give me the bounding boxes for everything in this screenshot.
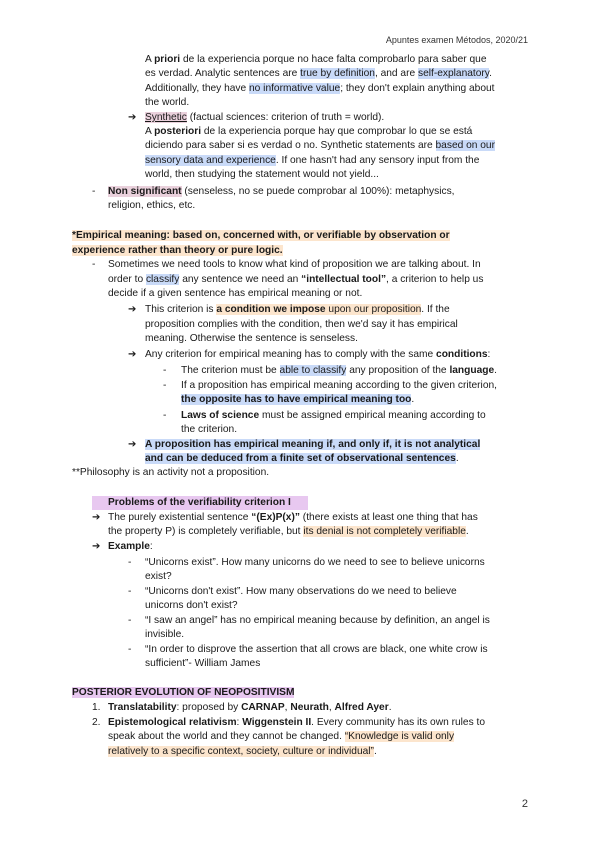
bullet-dash: - [128, 615, 132, 626]
a-priori-line-3: Additionally, they have no informative value; they don't explain anything about [145, 83, 495, 94]
example-4-line-2: sufficient”- William James [145, 658, 261, 669]
synthetic-line-4: sensory data and experience. If one hasn't had any sensory input from the [145, 155, 480, 166]
empirical-def-line-1: *Empirical meaning: based on, concerned with, or verifiable by observation or [72, 230, 450, 241]
example-2-line-1: “Unicorns don't exist”. How many observations do we need to believe [145, 586, 457, 597]
non-significant-line-2: religion, ethics, etc. [108, 200, 196, 211]
list-number: 1. [92, 702, 101, 713]
page-number: 2 [521, 798, 528, 810]
posterior-item-2-line-2: speak about the world and they cannot be changed. “Knowledge is valid only [108, 731, 455, 742]
synthetic-line-1: Synthetic (factual sciences: criterion of truth = world). [145, 112, 385, 123]
a-priori-line-1: A priori de la experiencia porque no hace falta comprobarlo para saber que [145, 54, 487, 65]
example-4-line-1: “In order to disprove the assertion that all crows are black, one white crow is [145, 644, 488, 655]
condition-2-line-1: If a proposition has empirical meaning according to the given criterion, [181, 380, 497, 391]
condition-1: The criterion must be able to classify any proposition of the language. [181, 365, 498, 376]
bullet-dash: - [128, 557, 132, 568]
example-3-line-1: “I saw an angel” has no empirical meaning because by definition, an angel is [145, 615, 490, 626]
posterior-item-1: Translatability: proposed by CARNAP, Neurath, Alfred Ayer. [108, 702, 392, 713]
example-2-line-2: unicorns don't exist? [145, 600, 238, 611]
criterion-is-line-2: proposition complies with the condition, then we'd say it has empirical [145, 319, 458, 330]
posterior-item-2-line-3: relatively to a specific context, society, culture or individual”. [108, 746, 377, 757]
bullet-dash: - [128, 644, 132, 655]
arrow-icon: ➔ [128, 112, 137, 123]
arrow-icon: ➔ [128, 349, 137, 360]
page-header: Apuntes examen Métodos, 2020/21 [385, 35, 528, 45]
bullet-dash: - [92, 259, 96, 270]
example-1-line-1: “Unicorns exist”. How many unicorns do we need to see to believe unicorns [145, 557, 485, 568]
example-3-line-2: invisible. [145, 629, 185, 640]
criterion-is-line-1: This criterion is a condition we impose upon our proposition. If the [145, 304, 450, 315]
problems-line-1: The purely existential sentence “(Ex)P(x)” (there exists at least one thing that has [108, 512, 478, 523]
list-number: 2. [92, 717, 101, 728]
synthetic-line-3: diciendo para saber si es verdad o no. Synthetic statements are based on our [145, 140, 495, 151]
arrow-icon: ➔ [128, 304, 137, 315]
synthetic-line-5: world, then studying the statement would not yield... [145, 169, 379, 180]
section-title: POSTERIOR EVOLUTION OF NEOPOSITIVISM [72, 687, 295, 698]
sometimes-line-2: order to classify any sentence we need an “intellectual tool”, a criterion to help us [108, 274, 484, 285]
bullet-dash: - [163, 410, 167, 421]
bullet-dash: - [92, 186, 96, 197]
sometimes-line-3: decide if a given sentence has empirical meaning or not. [108, 288, 363, 299]
a-priori-line-4: the world. [145, 97, 190, 108]
prop-has-line-2: and can be deduced from a finite set of observational sentences. [145, 453, 459, 464]
a-priori-line-2: es verdad. Analytic sentences are true by definition, and are self-explanatory. [145, 68, 492, 79]
example-1-line-2: exist? [145, 571, 172, 582]
posterior-item-2-line-1: Epistemological relativism: Wiggenstein II. Every community has its own rules to [108, 717, 485, 728]
sometimes-line-1: Sometimes we need tools to know what kind of proposition we are talking about. In [108, 259, 481, 270]
bullet-dash: - [163, 365, 167, 376]
empirical-def-line-2: experience rather than theory or pure logic. [72, 245, 283, 256]
criterion-is-line-3: meaning. Otherwise the sentence is senseless. [145, 333, 358, 344]
example-label: Example: [108, 541, 153, 552]
condition-2-line-2: the opposite has to have empirical meaning too. [181, 394, 415, 405]
condition-3-line-2: the criterion. [181, 424, 238, 435]
philosophy-note: **Philosophy is an activity not a proposition. [72, 467, 270, 478]
prop-has-line-1: A proposition has empirical meaning if, and only if, it is not analytical [145, 439, 481, 450]
any-criterion-line-1: Any criterion for empirical meaning has to comply with the same conditions: [145, 349, 491, 360]
bullet-dash: - [163, 380, 167, 391]
condition-3-line-1: Laws of science must be assigned empirical meaning according to [181, 410, 486, 421]
bullet-dash: - [128, 586, 132, 597]
problems-line-2: the property P) is completely verifiable, but its denial is not completely verifiable. [108, 526, 469, 537]
arrow-icon: ➔ [128, 439, 137, 450]
synthetic-line-2: A posteriori de la experiencia porque hay que comprobar lo que se está [145, 126, 473, 137]
arrow-icon: ➔ [92, 512, 101, 523]
arrow-icon: ➔ [92, 541, 101, 552]
non-significant-line-1: Non significant (senseless, no se puede comprobar al 100%): metaphysics, [108, 186, 455, 197]
problems-title-line: Problems of the verifiability criterion I [92, 496, 308, 510]
